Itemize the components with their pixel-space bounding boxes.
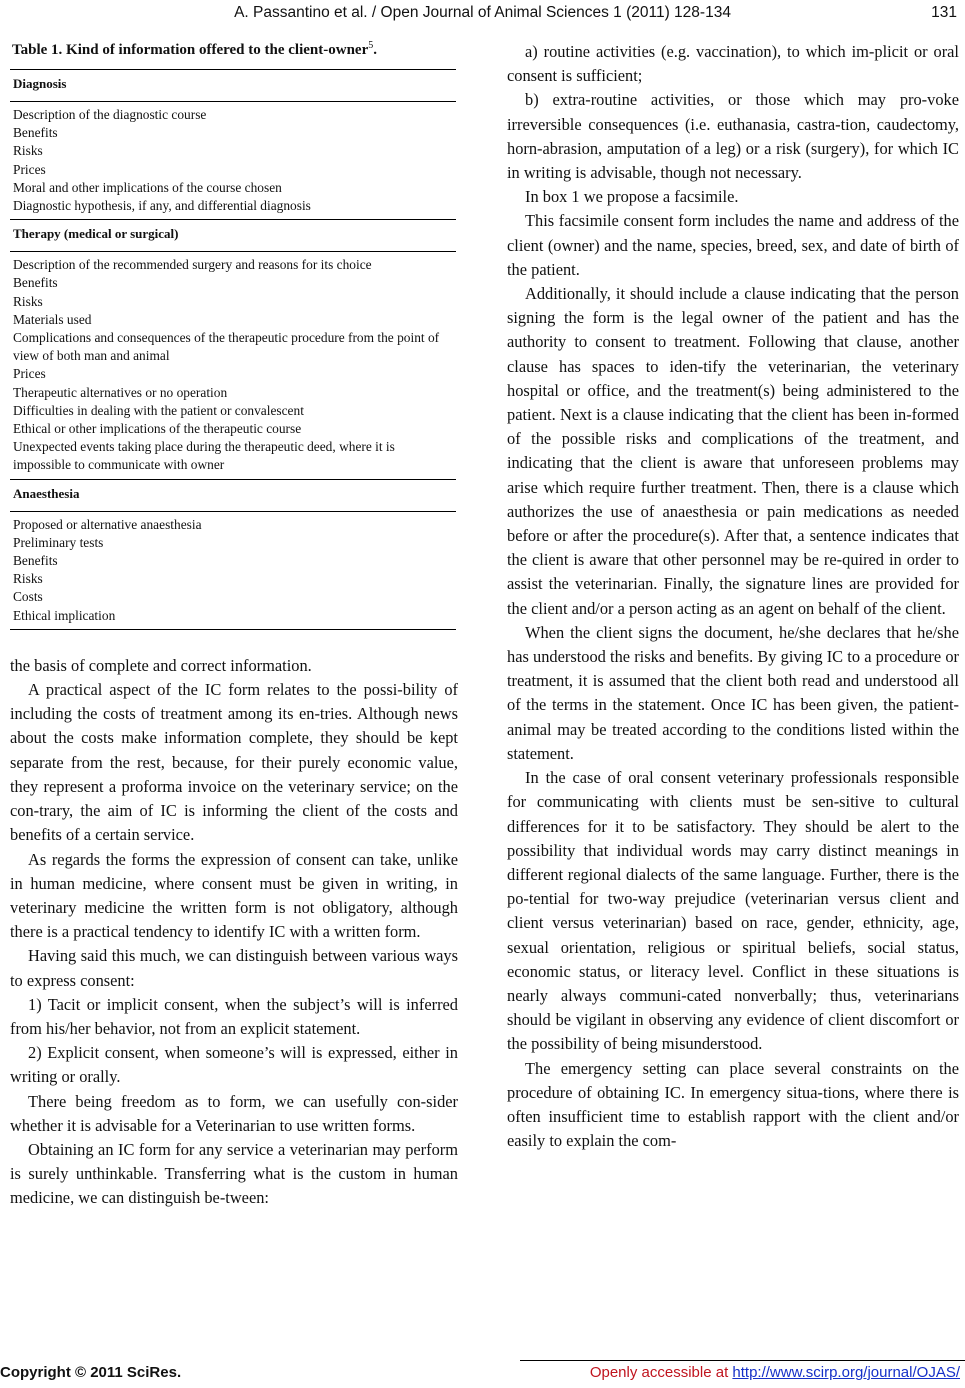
body-paragraph: b) extra-routine activities, or those which may pro-voke irreversible consequences (i.e. euthanasia, castra-tion, caudectomy, horn-abrasion, amputation of a leg) or a risk (surgery), for which IC in writing is advisable, though not necessary. xyxy=(507,90,959,183)
page-number: 131 xyxy=(931,4,957,21)
body-paragraph: Obtaining an IC form for any service a veterinarian may perform is surely unthinkable. Transferring what is the custom in human medicine, we can distinguish be-tween: xyxy=(10,1139,458,1208)
table-section-heading: Anaesthesia xyxy=(13,485,80,501)
table-item: Risks xyxy=(13,293,43,309)
table-section-heading: Diagnosis xyxy=(13,76,67,91)
body-paragraph: In box 1 we propose a facsimile. xyxy=(525,187,739,207)
body-paragraph: 1) Tacit or implicit consent, when the subject’s will is inferred from his/her behavior, not from an explicit statement. xyxy=(10,994,458,1038)
table-item: Costs xyxy=(13,589,43,605)
copyright-notice: Copyright © 2011 SciRes. xyxy=(0,1364,182,1381)
table-item: Complications and consequences of the therapeutic procedure from the point of view of both man and animal xyxy=(13,330,440,364)
open-access-notice xyxy=(590,1364,960,1381)
table-item: Prices xyxy=(13,366,46,382)
table-item: Risks xyxy=(13,143,43,159)
table-item: Ethical or other implications of the therapeutic course xyxy=(13,421,302,437)
table-caption xyxy=(12,40,458,59)
table-item: Materials used xyxy=(13,311,92,327)
body-paragraph: In the case of oral consent veterinary professionals responsible for communicating with clients must be sen-sitive to cultural differences for it to be satisfactory. They should be alert to the possibility that individual words may carry distinct meanings in different regional dialects of the same language. Further, there is the po-tential for two-way prejudice (veterinarian versus client and client versus veterinarian) based on race, gender, ethnicity, age, sexual orientation, religious or spiritual beliefs, social status, economic status, or literacy level. Conflict in these situations is nearly always communi-cated nonverbally; thus, veterinarians should be vigilant in observing any evidence of client discomfort or the possibility of being misunderstood. xyxy=(507,768,959,1054)
open-access-text: Openly accessible at xyxy=(589,1364,733,1381)
table-item: Benefits xyxy=(13,125,58,141)
table-item: Unexpected events taking place during the therapeutic deed, where it is impossible to communicate with owner xyxy=(13,439,395,473)
table-section-body xyxy=(10,102,456,219)
table-item: Description of the recommended surgery and reasons for its choice xyxy=(13,257,372,273)
table-item: Preliminary tests xyxy=(13,534,104,550)
table-item: Benefits xyxy=(13,275,58,291)
footer-rule xyxy=(520,1360,965,1361)
body-paragraph: Having said this much, we can distinguish between various ways to express consent: xyxy=(10,946,458,990)
table-item: Benefits xyxy=(13,553,58,569)
table-caption-text: Table 1. Kind of information offered to the client-owner xyxy=(12,42,369,58)
body-paragraph: The emergency setting can place several constraints on the procedure of obtaining IC. In emergency situa-tions, where there is often insufficient time to establish rapport with the client and/or easily to explain the com- xyxy=(507,1058,959,1151)
table-caption-end: . xyxy=(373,42,377,58)
table-item: Risks xyxy=(13,571,43,587)
body-paragraph: a) routine activities (e.g. vaccination), to which im-plicit or oral consent is sufficient; xyxy=(507,42,959,86)
journal-link[interactable]: http://www.scirp.org/journal/OJAS/ xyxy=(732,1364,960,1381)
table-section-body xyxy=(10,512,456,629)
table-item: Difficulties in dealing with the patient or convalescent xyxy=(13,402,304,418)
table-item: Proposed or alternative anaesthesia xyxy=(13,516,202,532)
table-item: Moral and other implications of the course chosen xyxy=(13,179,282,195)
body-paragraph: 2) Explicit consent, when someone’s will is expressed, either in writing or orally. xyxy=(10,1043,458,1087)
body-paragraph: Additionally, it should include a clause indicating that the person signing the form is the legal owner of the patient and has the authority to consent to treatment. Following that clause, another clause has spaces to iden-tify the veterinarian, the veterinary hospital or office, and the treatment(s) being administered to the patient. Next is a clause indicating that the client has been in-formed of the possible risks and complications of the treatment, and indicating that the client is aware that unforeseen problems may arise which require further treatment. Then, there is a clause which authorizes the use of anaesthesia or pain medications as needed before or after the procedure(s). After that, a sentence indicates that the client is aware that other personnel may be re-quired in order to assist the veterinarian. Finally, the signature lines are provided for the client and/or a person acting as an agent on behalf of the client. xyxy=(507,284,959,618)
table-item: Description of the diagnostic course xyxy=(13,107,207,122)
page-footer xyxy=(0,1364,965,1386)
body-paragraph: A practical aspect of the IC form relates to the possi-bility of including the costs of treatment among its en-tries. Although news about the costs make information complete, they should be kept separate from the rest, because, for their purely economic value, they represent a proforma invoice on the veterinary service; on the con-trary, the aim of IC is informing the client of the costs and benefits of a certain service. xyxy=(10,680,458,845)
table-item: Prices xyxy=(13,161,46,177)
left-column xyxy=(10,40,458,1211)
table-item: Therapeutic alternatives or no operation xyxy=(13,384,228,400)
body-paragraph: This facsimile consent form includes the name and address of the client (owner) and the name, species, breed, sex, and date of birth of the patient. xyxy=(507,211,959,279)
body-paragraph: the basis of complete and correct information. xyxy=(10,655,312,675)
table-item: Diagnostic hypothesis, if any, and differential diagnosis xyxy=(13,198,311,214)
body-paragraph: There being freedom as to form, we can usefully con-sider whether it is advisable for a Veterinarian to use written forms. xyxy=(10,1091,458,1135)
right-column xyxy=(507,40,959,1153)
table-item: Ethical implication xyxy=(13,607,116,623)
table-section-body xyxy=(10,252,456,478)
table-caption-ref: 5 xyxy=(368,40,374,51)
table-section-heading: Therapy (medical or surgical) xyxy=(13,226,179,242)
body-paragraph: As regards the forms the expression of consent can take, unlike in human medicine, where consent must be given in writing, in veterinary medicine the written form is not obligatory, although there is a practical tendency to identify IC with a written form. xyxy=(10,849,458,942)
body-paragraph: When the client signs the document, he/she declares that he/she has understood the risks and benefits. By giving IC to a procedure or treatment, it is assumed that the client both read and understood all of the terms in the statement. Once IC has been given, the patient-animal may be treated according to the conditions listed within the statement. xyxy=(507,622,959,763)
running-head: A. Passantino et al. / Open Journal of Animal Sciences 1 (2011) 128-134 xyxy=(234,4,731,21)
info-table xyxy=(10,69,456,630)
